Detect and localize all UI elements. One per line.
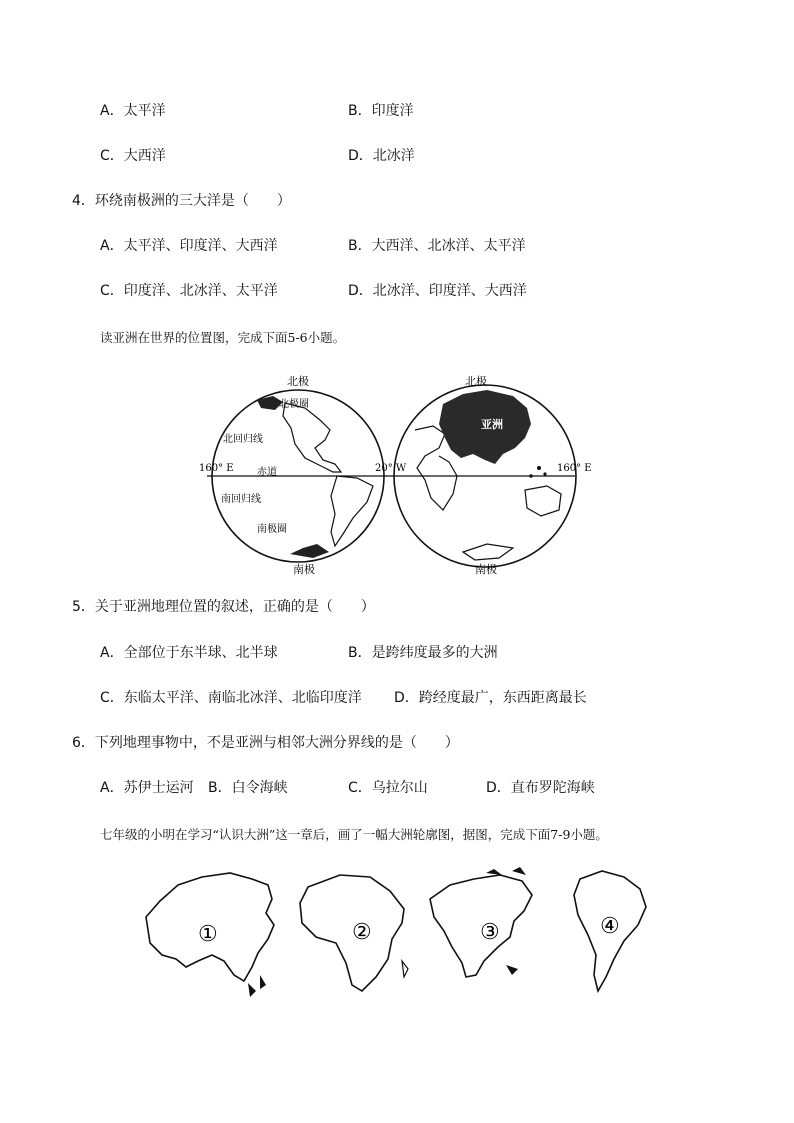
continent-label-3: ③ — [480, 920, 500, 945]
label-north-pole-right: 北极 — [465, 375, 487, 388]
label-longitude-left: 160° E — [199, 463, 234, 474]
q5-stem: 5．关于亚洲地理位置的叙述，正确的是（ ） — [72, 599, 375, 615]
q4-option-d: D．北冰洋、印度洋、大西洋 — [348, 283, 527, 299]
q3-option-a: A．太平洋 — [100, 103, 166, 119]
q4-stem: 4．环绕南极洲的三大洋是（ ） — [72, 193, 291, 209]
island-dot — [529, 474, 533, 478]
label-north-pole-left: 北极 — [287, 375, 309, 388]
label-longitude-middle: 20° W — [375, 463, 407, 474]
q6-stem: 6．下列地理事物中，不是亚洲与相邻大洲分界线的是（ ） — [72, 735, 459, 751]
north-america-islands — [486, 867, 526, 875]
madagascar-outline — [402, 961, 408, 977]
intro-q7-9: 七年级的小明在学习“认识大洲”这一章后，画了一幅大洲轮廓图，据图，完成下面7-9小题。 — [100, 827, 608, 842]
q5-option-d: D．跨经度最广，东西距离最长 — [394, 690, 587, 706]
island-dot — [543, 472, 546, 475]
continent-label-2: ② — [352, 920, 372, 945]
q6-option-a: A．苏伊士运河 — [100, 780, 194, 796]
label-equator: 赤道 — [257, 467, 277, 478]
label-tropic-cancer: 北回归线 — [223, 434, 263, 445]
label-south-pole-right: 南极 — [475, 563, 497, 576]
q5-option-b: B．是跨纬度最多的大洲 — [348, 645, 498, 661]
q6-option-b: B．白令海峡 — [208, 780, 288, 796]
label-antarctic-circle: 南极圈 — [257, 524, 287, 535]
q6-option-c: C．乌拉尔山 — [348, 780, 428, 796]
q5-option-a: A．全部位于东半球、北半球 — [100, 645, 278, 661]
q3-option-c: C．大西洋 — [100, 148, 166, 164]
label-south-pole-left: 南极 — [293, 563, 315, 576]
q4-option-a: A．太平洋、印度洋、大西洋 — [100, 238, 278, 254]
q4-option-c: C．印度洋、北冰洋、太平洋 — [100, 283, 278, 299]
continent-outlines-figure — [140, 865, 670, 1005]
label-tropic-capricorn: 南回归线 — [221, 494, 261, 505]
q5-option-c: C．东临太平洋、南临北冰洋、北临印度洋 — [100, 690, 362, 706]
q3-option-d: D．北冰洋 — [348, 148, 415, 164]
asia-islands — [248, 975, 266, 997]
label-longitude-right: 160° E — [557, 463, 592, 474]
caribbean-islands — [506, 965, 518, 975]
asia-world-position-map — [195, 368, 605, 578]
label-arctic-circle: 北极圈 — [279, 399, 309, 410]
q3-option-b: B．印度洋 — [348, 103, 414, 119]
intro-q5-6: 读亚洲在世界的位置图，完成下面5-6小题。 — [100, 330, 346, 345]
q4-option-b: B．大西洋、北冰洋、太平洋 — [348, 238, 526, 254]
island-dot — [537, 466, 541, 470]
continent-label-1: ① — [198, 922, 218, 947]
continent-label-4: ④ — [600, 914, 620, 939]
label-asia: 亚洲 — [481, 418, 503, 431]
q6-option-d: D．直布罗陀海峡 — [486, 780, 595, 796]
